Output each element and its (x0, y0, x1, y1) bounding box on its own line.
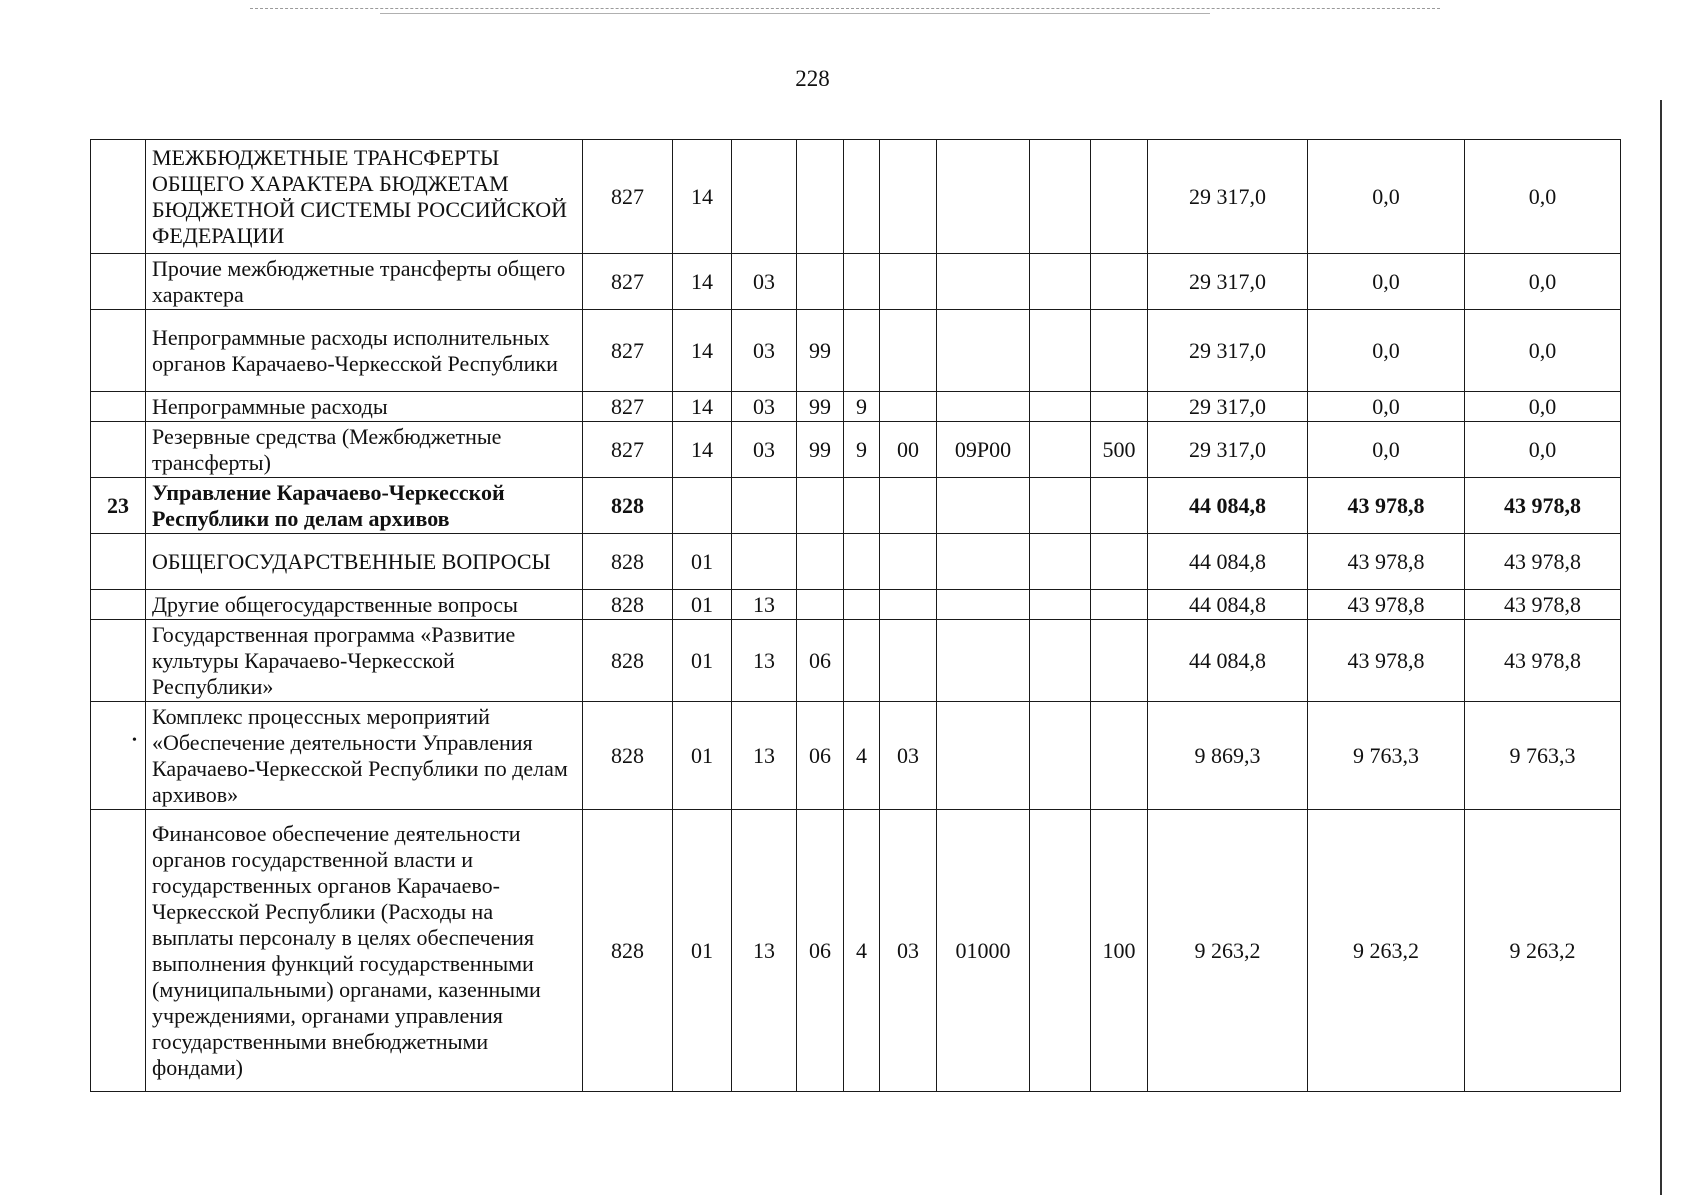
amount-year-2: 43 978,8 (1308, 478, 1465, 534)
table-row (91, 620, 1621, 702)
row-name: Резервные средства (Межбюджетные трансферты) (146, 422, 583, 478)
code-extra (1030, 310, 1091, 392)
code-expense-type (1091, 620, 1148, 702)
code-section (673, 478, 732, 534)
amount-year-3: 9 763,3 (1465, 702, 1621, 810)
row-name: Управление Карачаево-Черкесской Республики по делам архивов (146, 478, 583, 534)
amount-year-2: 9 763,3 (1308, 702, 1465, 810)
table-row (91, 392, 1621, 422)
code-direction: 01000 (937, 810, 1030, 1092)
code-type: 9 (844, 392, 880, 422)
amount-year-2: 0,0 (1308, 392, 1465, 422)
table-body (91, 140, 1621, 1092)
amount-year-3: 43 978,8 (1465, 590, 1621, 620)
code-extra (1030, 620, 1091, 702)
amount-year-1: 44 084,8 (1148, 590, 1308, 620)
code-expense-type (1091, 478, 1148, 534)
row-number (91, 620, 146, 702)
scan-artifact-line (250, 8, 1440, 9)
code-subsection: 13 (732, 810, 797, 1092)
code-subsection: 13 (732, 590, 797, 620)
amount-year-1: 44 084,8 (1148, 478, 1308, 534)
row-number (91, 534, 146, 590)
code-expense-type: 100 (1091, 810, 1148, 1092)
code-ministry: 827 (583, 392, 673, 422)
code-ministry: 828 (583, 478, 673, 534)
code-complex (880, 478, 937, 534)
code-subsection (732, 478, 797, 534)
code-ministry: 827 (583, 140, 673, 254)
table-row (91, 702, 1621, 810)
code-type: 9 (844, 422, 880, 478)
code-section: 14 (673, 392, 732, 422)
budget-table (90, 139, 1621, 1092)
code-expense-type (1091, 140, 1148, 254)
amount-year-2: 43 978,8 (1308, 534, 1465, 590)
amount-year-1: 29 317,0 (1148, 422, 1308, 478)
row-number (91, 810, 146, 1092)
code-complex: 03 (880, 702, 937, 810)
table-row (91, 254, 1621, 310)
code-expense-type (1091, 702, 1148, 810)
code-complex (880, 254, 937, 310)
code-program (797, 140, 844, 254)
amount-year-3: 0,0 (1465, 140, 1621, 254)
code-extra (1030, 478, 1091, 534)
amount-year-3: 0,0 (1465, 254, 1621, 310)
row-name: Государственная программа «Развитие культуры Карачаево-Черкесской Республики» (146, 620, 583, 702)
code-program: 06 (797, 620, 844, 702)
amount-year-3: 9 263,2 (1465, 810, 1621, 1092)
amount-year-1: 29 317,0 (1148, 140, 1308, 254)
code-ministry: 828 (583, 534, 673, 590)
row-number: 23 (91, 478, 146, 534)
code-type: 4 (844, 702, 880, 810)
row-number (91, 140, 146, 254)
code-type (844, 140, 880, 254)
code-subsection: 13 (732, 702, 797, 810)
code-complex (880, 140, 937, 254)
code-ministry: 827 (583, 422, 673, 478)
amount-year-1: 9 263,2 (1148, 810, 1308, 1092)
amount-year-3: 0,0 (1465, 392, 1621, 422)
code-complex (880, 620, 937, 702)
code-direction: 09Р00 (937, 422, 1030, 478)
code-program (797, 478, 844, 534)
row-name: Непрограммные расходы исполнительных органов Карачаево-Черкесской Республики (146, 310, 583, 392)
code-subsection: 13 (732, 620, 797, 702)
code-section: 01 (673, 702, 732, 810)
amount-year-2: 0,0 (1308, 310, 1465, 392)
row-name: ОБЩЕГОСУДАРСТВЕННЫЕ ВОПРОСЫ (146, 534, 583, 590)
code-complex (880, 590, 937, 620)
row-name: МЕЖБЮДЖЕТНЫЕ ТРАНСФЕРТЫ ОБЩЕГО ХАРАКТЕРА БЮДЖЕТАМ БЮДЖЕТНОЙ СИСТЕМЫ РОССИЙСКОЙ ФЕДЕРАЦИИ (146, 140, 583, 254)
row-name: Комплекс процессных мероприятий «Обеспечение деятельности Управления Карачаево-Черкесской Республики по делам архивов» (146, 702, 583, 810)
amount-year-3: 43 978,8 (1465, 620, 1621, 702)
code-program: 99 (797, 392, 844, 422)
code-subsection: 03 (732, 254, 797, 310)
code-direction (937, 392, 1030, 422)
row-name: Финансовое обеспечение деятельности органов государственной власти и государственных органов Карачаево-Черкесской Республики (Расходы на выплаты персоналу в целях обеспечения выполнения функций государственными (муниципальными) органами, казенными учреждениями, органами управления государственными внебюджетными фондами) (146, 810, 583, 1092)
table-row (91, 140, 1621, 254)
code-direction (937, 478, 1030, 534)
code-program: 99 (797, 310, 844, 392)
code-subsection: 03 (732, 422, 797, 478)
table-row (91, 810, 1621, 1092)
row-number (91, 392, 146, 422)
code-type (844, 590, 880, 620)
code-program (797, 590, 844, 620)
amount-year-2: 43 978,8 (1308, 620, 1465, 702)
code-ministry: 827 (583, 310, 673, 392)
code-ministry: 828 (583, 590, 673, 620)
code-direction (937, 702, 1030, 810)
table-row (91, 310, 1621, 392)
amount-year-3: 0,0 (1465, 422, 1621, 478)
code-program: 06 (797, 702, 844, 810)
code-ministry: 828 (583, 620, 673, 702)
code-extra (1030, 422, 1091, 478)
code-section: 01 (673, 534, 732, 590)
code-expense-type (1091, 590, 1148, 620)
code-section: 01 (673, 620, 732, 702)
code-complex (880, 534, 937, 590)
code-extra (1030, 534, 1091, 590)
code-expense-type (1091, 310, 1148, 392)
code-ministry: 828 (583, 702, 673, 810)
amount-year-1: 44 084,8 (1148, 534, 1308, 590)
amount-year-1: 29 317,0 (1148, 254, 1308, 310)
code-type (844, 534, 880, 590)
code-type (844, 478, 880, 534)
row-number (91, 590, 146, 620)
amount-year-2: 0,0 (1308, 254, 1465, 310)
code-direction (937, 534, 1030, 590)
code-expense-type (1091, 392, 1148, 422)
table-row (91, 590, 1621, 620)
code-direction (937, 254, 1030, 310)
code-type (844, 310, 880, 392)
code-subsection: 03 (732, 310, 797, 392)
code-complex: 03 (880, 810, 937, 1092)
code-section: 14 (673, 254, 732, 310)
code-section: 14 (673, 422, 732, 478)
amount-year-1: 44 084,8 (1148, 620, 1308, 702)
code-program: 99 (797, 422, 844, 478)
table-row (91, 534, 1621, 590)
code-type: 4 (844, 810, 880, 1092)
code-section: 01 (673, 590, 732, 620)
table-row (91, 422, 1621, 478)
row-number (91, 254, 146, 310)
code-complex (880, 392, 937, 422)
row-name: Прочие межбюджетные трансферты общего характера (146, 254, 583, 310)
code-extra (1030, 392, 1091, 422)
row-number (91, 702, 146, 810)
table-row (91, 478, 1621, 534)
code-program (797, 254, 844, 310)
code-extra (1030, 702, 1091, 810)
code-extra (1030, 590, 1091, 620)
code-section: 14 (673, 310, 732, 392)
amount-year-3: 43 978,8 (1465, 534, 1621, 590)
code-program (797, 534, 844, 590)
code-subsection (732, 140, 797, 254)
stray-mark: • (132, 733, 137, 748)
code-extra (1030, 810, 1091, 1092)
scan-artifact-edge (1660, 100, 1662, 1195)
amount-year-2: 0,0 (1308, 140, 1465, 254)
amount-year-2: 0,0 (1308, 422, 1465, 478)
amount-year-1: 9 869,3 (1148, 702, 1308, 810)
amount-year-3: 0,0 (1465, 310, 1621, 392)
row-number (91, 422, 146, 478)
code-section: 01 (673, 810, 732, 1092)
code-type (844, 620, 880, 702)
code-subsection (732, 534, 797, 590)
code-subsection: 03 (732, 392, 797, 422)
code-ministry: 828 (583, 810, 673, 1092)
row-name: Непрограммные расходы (146, 392, 583, 422)
amount-year-2: 43 978,8 (1308, 590, 1465, 620)
code-extra (1030, 140, 1091, 254)
code-complex (880, 310, 937, 392)
scan-artifact-line (380, 13, 1210, 14)
code-expense-type: 500 (1091, 422, 1148, 478)
code-expense-type (1091, 254, 1148, 310)
code-direction (937, 310, 1030, 392)
amount-year-3: 43 978,8 (1465, 478, 1621, 534)
code-type (844, 254, 880, 310)
row-name: Другие общегосударственные вопросы (146, 590, 583, 620)
amount-year-1: 29 317,0 (1148, 392, 1308, 422)
amount-year-1: 29 317,0 (1148, 310, 1308, 392)
code-section: 14 (673, 140, 732, 254)
page-number: 228 (795, 66, 830, 91)
row-number (91, 310, 146, 392)
code-program: 06 (797, 810, 844, 1092)
code-expense-type (1091, 534, 1148, 590)
amount-year-2: 9 263,2 (1308, 810, 1465, 1092)
code-direction (937, 590, 1030, 620)
code-direction (937, 140, 1030, 254)
code-extra (1030, 254, 1091, 310)
code-ministry: 827 (583, 254, 673, 310)
code-complex: 00 (880, 422, 937, 478)
code-direction (937, 620, 1030, 702)
